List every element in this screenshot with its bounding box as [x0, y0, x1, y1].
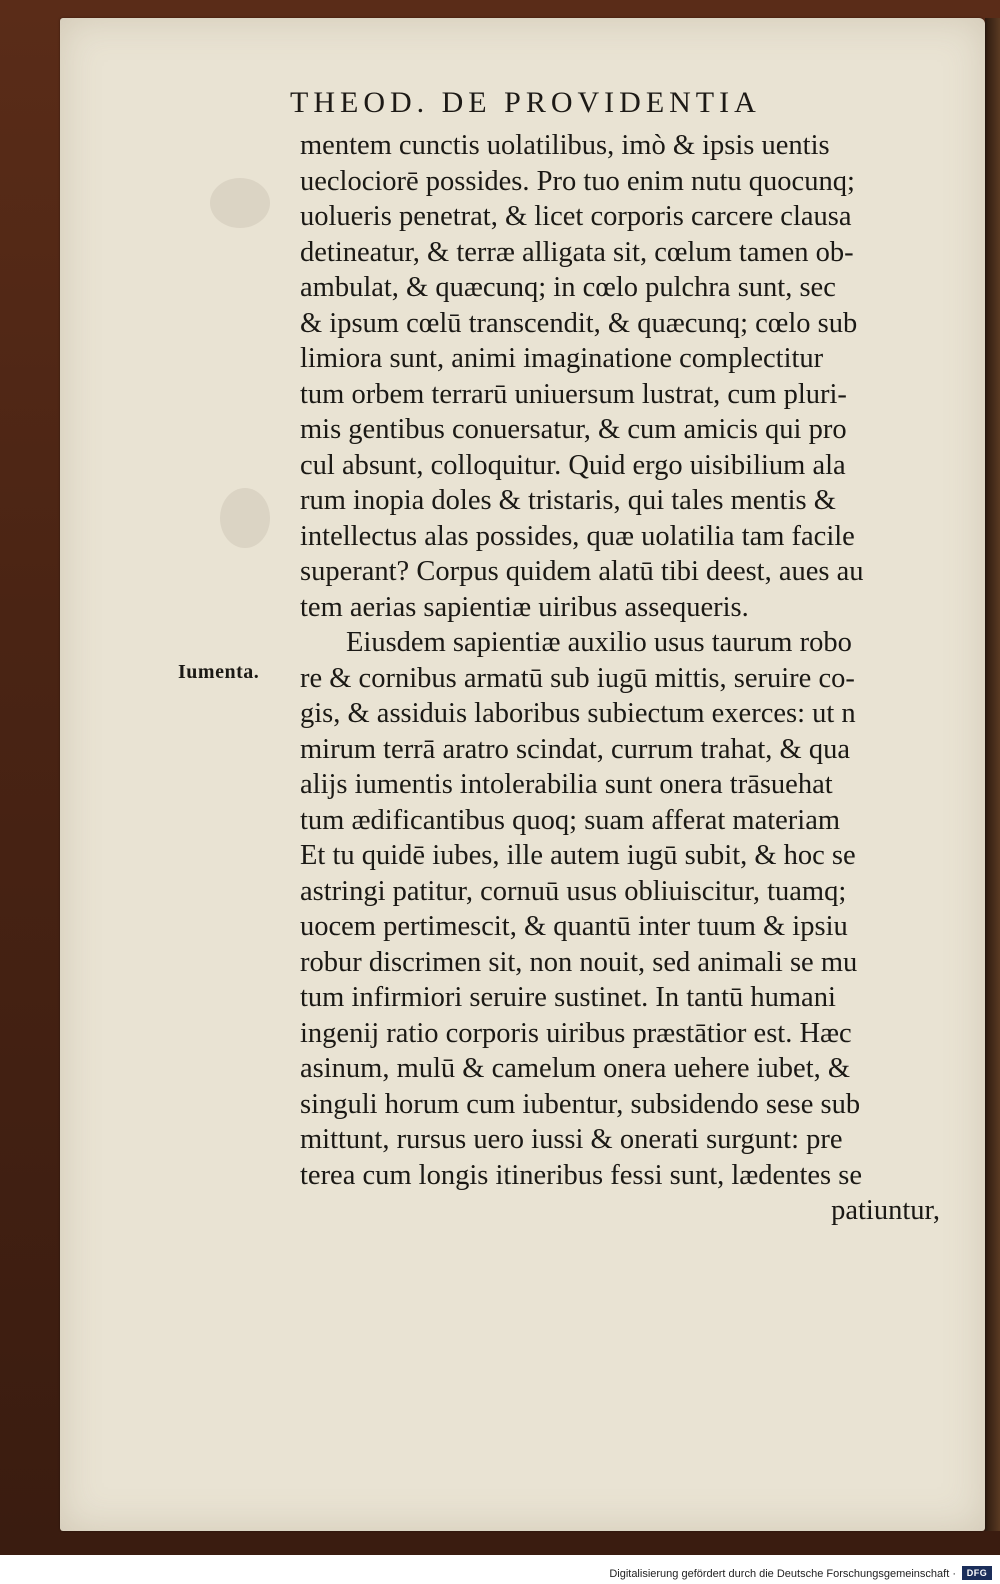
text-block [300, 128, 940, 1229]
marginal-note: Iumenta. [178, 661, 260, 683]
text-line: rum inopia doles & tristaris, qui tales mentis & [300, 485, 836, 516]
text-line: detineatur, & terræ alligata sit, cœlum tamen ob- [300, 236, 854, 268]
text-line: & ipsum cœlū transcendit, & quæcunq; cœlo sub [300, 307, 858, 339]
text-line: re & cornibus armatū sub iugū mittis, seruire co- [300, 662, 855, 694]
dfg-logo: DFG [962, 1566, 992, 1580]
text-line: astringi patitur, cornuū usus obliuiscitur, tuamq; [300, 875, 847, 907]
text-line: tum ædificantibus quoq; suam afferat materiam [300, 804, 841, 836]
text-line: Et tu quidē iubes, ille autem iugū subit, & hoc se [300, 840, 856, 871]
text-line: singuli horum cum iubentur, subsidendo sese sub [300, 1088, 861, 1120]
text-line: ueclociorē possides. Pro tuo enim nutu quocunq; [300, 165, 855, 197]
page-edge [985, 18, 1000, 1531]
text-line: mittunt, rursus uero iussi & onerati surgunt: pre [300, 1124, 843, 1155]
page-stain [220, 488, 270, 548]
text-line: gis, & assiduis laboribus subiectum exerces: ut n [300, 698, 856, 729]
text-line: tem aerias sapientiæ uiribus assequeris. [300, 591, 749, 623]
catchword: patiuntur, [831, 1195, 940, 1226]
text-line: intellectus alas possides, quæ uolatilia tam facile [300, 520, 855, 552]
running-head: THEOD. DE PROVIDENTIA [290, 86, 761, 119]
text-line: uocem pertimescit, & quantū inter tuum & ipsiu [300, 911, 848, 942]
text-line: limiora sunt, animi imaginatione complectitur [300, 343, 824, 374]
text-line: cul absunt, colloquitur. Quid ergo uisibilium ala [300, 449, 846, 481]
text-line: asinum, mulū & camelum onera uehere iubet, & [300, 1053, 851, 1084]
digitization-credit: Digitalisierung gefördert durch die Deutsche Forschungsgemeinschaft · [609, 1568, 956, 1580]
text-line: ambulat, & quæcunq; in cœlo pulchra sunt, sec [300, 272, 836, 303]
text-line: tum orbem terrarū uniuersum lustrat, cum pluri- [300, 378, 847, 410]
text-line: superant? Corpus quidem alatū tibi deest, aues au [300, 556, 864, 587]
text-line: alijs iumentis intolerabilia sunt onera trāsuehat [300, 769, 833, 800]
text-line: tum infirmiori seruire sustinet. In tantū humani [300, 982, 836, 1013]
text-line: terea cum longis itineribus fessi sunt, lædentes se [300, 1159, 862, 1191]
text-line: ingenij ratio corporis uiribus præstātior est. Hæc [300, 1017, 852, 1049]
text-line: Eiusdem sapientiæ auxilio usus taurum robo [346, 627, 852, 658]
text-line: robur discrimen sit, non nouit, sed animali se mu [300, 946, 858, 978]
text-line: mirum terrā aratro scindat, currum trahat, & qua [300, 733, 850, 765]
text-line: mentem cunctis uolatilibus, imò & ipsis uentis [300, 130, 830, 161]
text-line: uolueris penetrat, & licet corporis carcere clausa [300, 201, 852, 232]
page-stain [210, 178, 270, 228]
text-line: mis gentibus conuersatur, & cum amicis qui pro [300, 414, 847, 445]
